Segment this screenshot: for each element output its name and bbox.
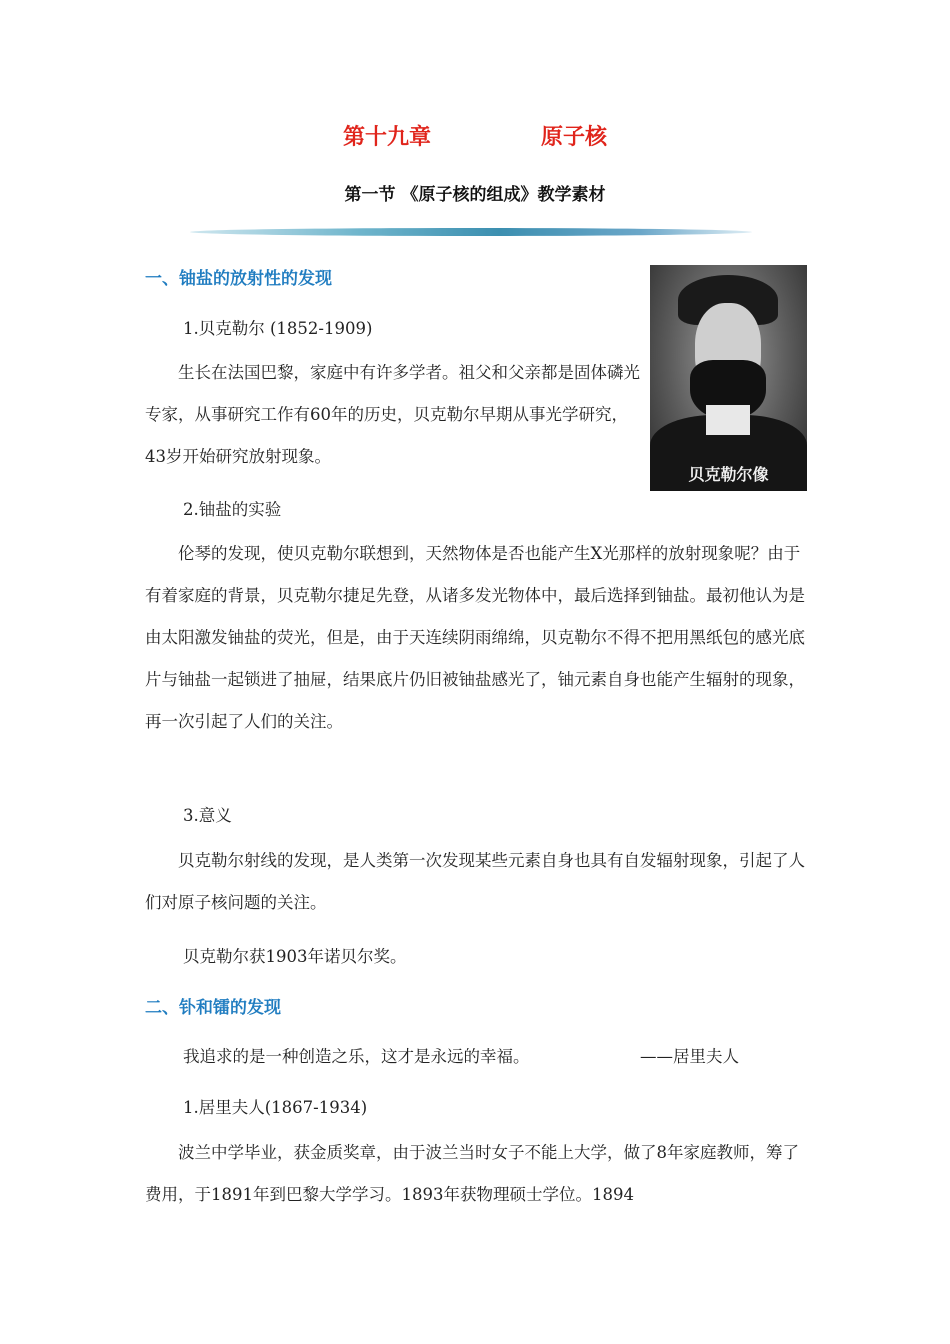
section1-item2-text: 伦琴的发现，使贝克勒尔联想到，天然物体是否也能产生X光那样的放射现象呢？由于有着家庭的背景，贝克勒尔捷足先登，从诸多发光物体中，最后选择到铀盐。最初他认为是由太阳激发铀盐的荧光，但是，由于天连续阴雨绵绵，贝克勒尔不得不把用黑纸包的感光底片与铀盐一起锁进了抽屉，结果底片仍旧被铀盐感光了，铀元素自身也能产生辐射的现象，再一次引起了人们的关注。 xyxy=(145,544,805,731)
section2-heading: 二、钋和镭的发现 xyxy=(145,998,281,1018)
section1-item1-text: 生长在法国巴黎，家庭中有许多学者。祖父和父亲都是固体磷光专家，从事研究工作有60年的历史，贝克勒尔早期从事光学研究，43岁开始研究放射现象。 xyxy=(145,363,640,466)
chapter-label: 第十九章 xyxy=(342,125,431,150)
becquerel-portrait xyxy=(650,265,807,491)
section2-quote: 我追求的是一种创造之乐，这才是永远的幸福。 xyxy=(183,1047,530,1066)
section2-quote-author: ——居里夫人 xyxy=(640,1047,739,1066)
section2-item1-text: 波兰中学毕业，获金质奖章，由于波兰当时女子不能上大学，做了8年家庭教师，筹了费用，于1891年到巴黎大学学习。1893年获物理硕士学位。1894 xyxy=(145,1143,799,1204)
section1-item3-note: 贝克勒尔获1903年诺贝尔奖。 xyxy=(183,947,407,966)
section1-item2-title: 2.铀盐的实验 xyxy=(183,500,282,519)
chapter-title xyxy=(0,120,950,151)
section1-item1-title: 1.贝克勒尔 (1852-1909) xyxy=(183,319,373,338)
section-title: 第一节 《原子核的组成》教学素材 xyxy=(344,185,606,205)
decorative-divider xyxy=(190,228,752,236)
section1-item3-text: 贝克勒尔射线的发现，是人类第一次发现某些元素自身也具有自发辐射现象，引起了人们对原子核问题的关注。 xyxy=(145,851,805,912)
section2-item1-title: 1.居里夫人(1867-1934) xyxy=(183,1098,368,1117)
portrait-caption: 贝克勒尔像 xyxy=(688,465,769,484)
section1-item3-title: 3.意义 xyxy=(183,806,232,825)
chapter-name: 原子核 xyxy=(541,125,608,150)
section1-heading: 一、铀盐的放射性的发现 xyxy=(145,269,332,289)
